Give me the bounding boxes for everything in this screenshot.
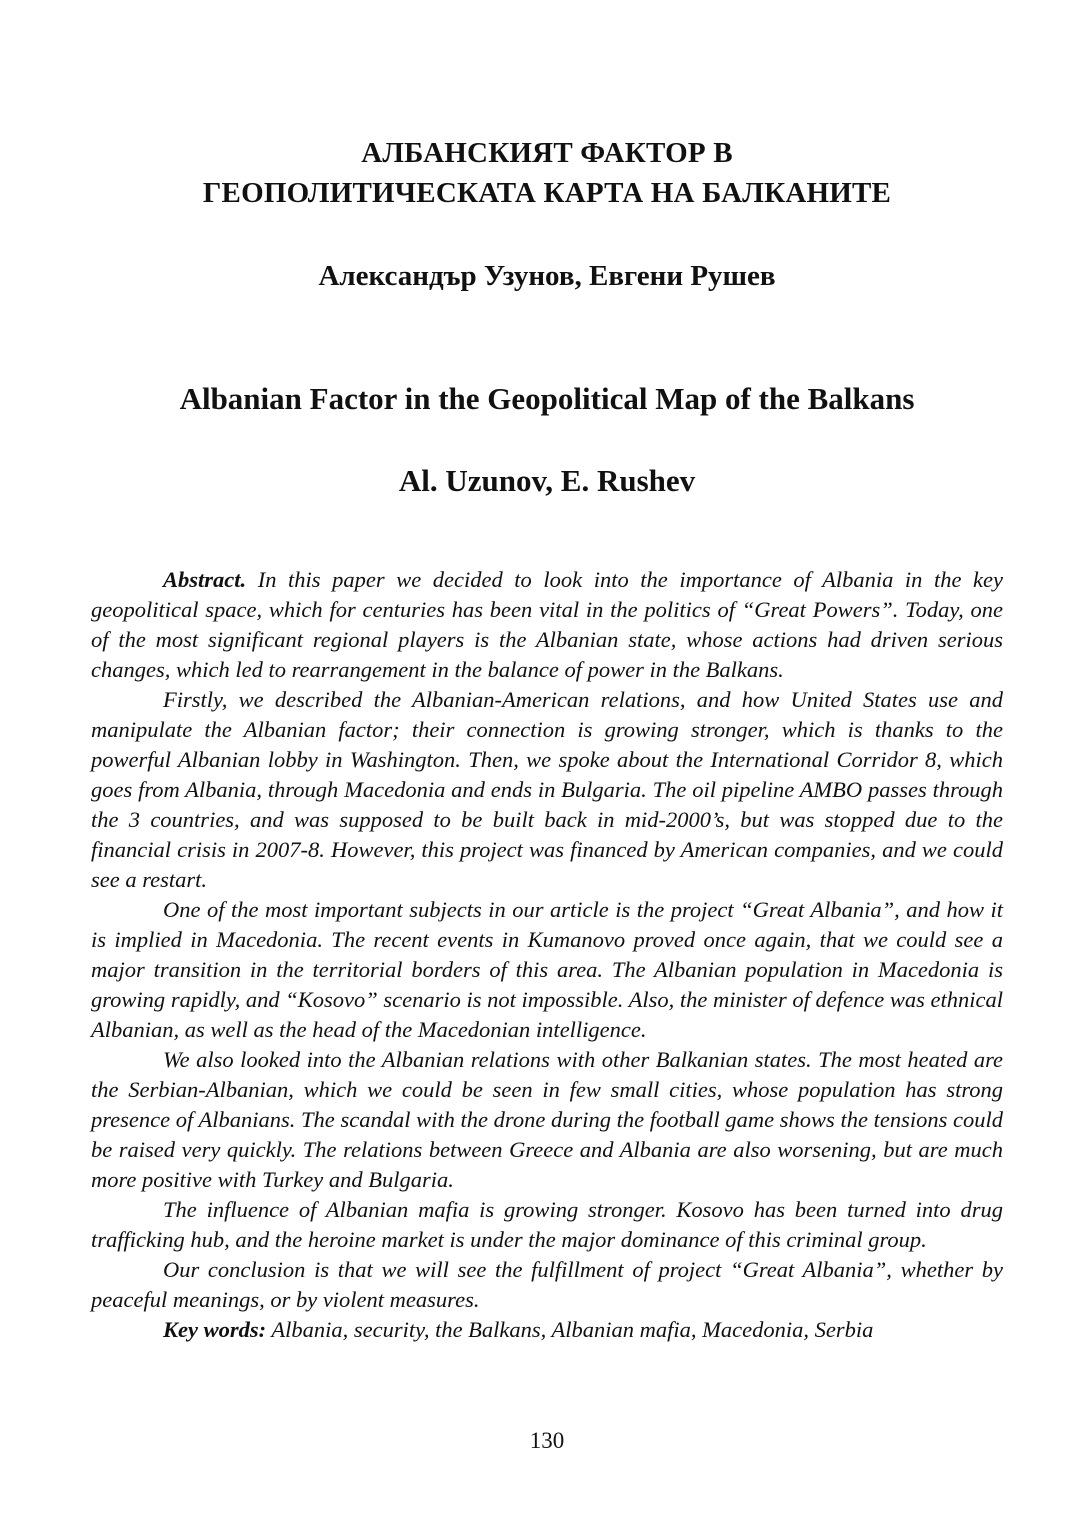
abstract-paragraph-2: Firstly, we described the Albanian-American relations, and how United States use and manipulate the Albanian factor; their connection is growing stronger, which is thanks to the powerful Albanian lobby in Washington. Then, we spoke about the International Corridor 8, which goes from Albania, through Macedonia and ends in Bulgaria. The oil pipeline AMBO passes through the 3 countries, and was supposed to be built back in mid-2000’s, but was stopped due to the financial crisis in 2007-8. However, this project was financed by American companies, and we could see a restart.	[91, 687, 1003, 892]
abstract	[91, 565, 1003, 1345]
abstract-paragraph-6: Our conclusion is that we will see the fulfillment of project “Great Albania”, whether by peaceful meanings, or by violent measures.	[91, 1257, 1003, 1312]
bulgarian-title-line-2: ГЕОПОЛИТИЧЕСКАТА КАРТА НА БАЛКАНИТЕ	[202, 177, 892, 209]
keywords-label: Key words:	[163, 1317, 267, 1342]
keywords-paragraph	[91, 1315, 1003, 1345]
abstract-paragraph-5: The influence of Albanian mafia is growing stronger. Kosovo has been turned into drug trafficking hub, and the heroine market is under the major dominance of this criminal group.	[91, 1197, 1003, 1252]
abstract-paragraph-4: We also looked into the Albanian relations with other Balkanian states. The most heated are the Serbian-Albanian, which we could be seen in few small cities, whose population has strong presence of Albanians. The scandal with the drone during the football game shows the tensions could be raised very quickly. The relations between Greece and Albania are also worsening, but are much more positive with Turkey and Bulgaria.	[91, 1047, 1003, 1192]
keywords-text: Albania, security, the Balkans, Albanian mafia, Macedonia, Serbia	[266, 1317, 874, 1342]
english-authors: Al. Uzunov, E. Rushev	[398, 463, 696, 498]
abstract-paragraph-1-text: In this paper we decided to look into the importance of Albania in the key geopolitical space, which for centuries has been vital in the politics of “Great Powers”. Today, one of the most significant regional players is the Albanian state, whose actions had driven serious changes, which led to rearrangement in the balance of power in the Balkans.	[91, 567, 1003, 682]
abstract-paragraph-3: One of the most important subjects in our article is the project “Great Albania”, and how it is implied in Macedonia. The recent events in Kumanovo proved once again, that we could see a major transition in the territorial borders of this area. The Albanian population in Macedonia is growing rapidly, and “Kosovo” scenario is not impossible. Also, the minister of defence was ethnical Albanian, as well as the head of the Macedonian intelligence.	[91, 897, 1003, 1042]
bulgarian-title	[90, 133, 1004, 213]
bulgarian-authors: Александър Узунов, Евгени Рушев	[318, 260, 776, 292]
abstract-paragraph-1	[91, 565, 1003, 685]
english-title: Albanian Factor in the Geopolitical Map of the Balkans	[179, 381, 915, 416]
page-number: 130	[529, 1428, 565, 1453]
bulgarian-title-line-1: АЛБАНСКИЯТ ФАКТОР В	[361, 137, 733, 169]
abstract-label: Abstract.	[163, 567, 247, 592]
